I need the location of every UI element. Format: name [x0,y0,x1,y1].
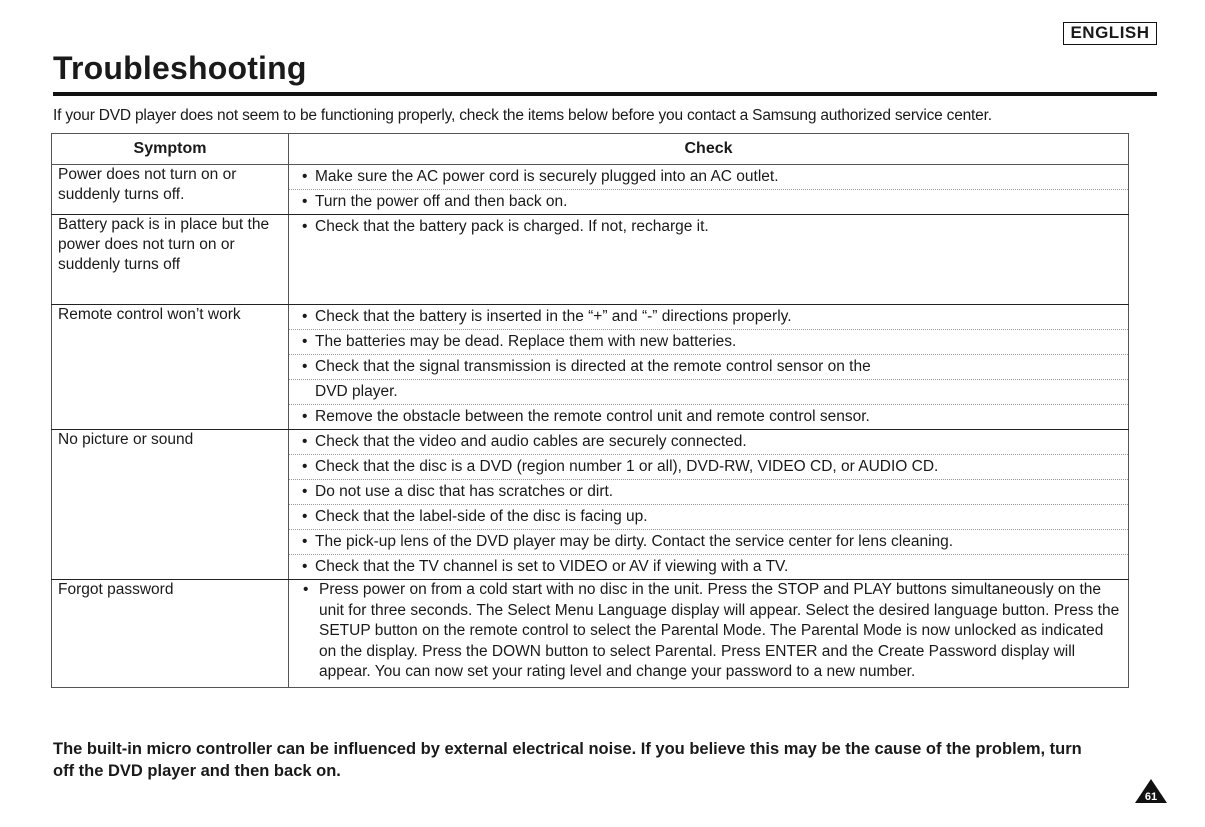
check-text: Remove the obstacle between the remote control unit and remote control sensor. [315,408,870,425]
check-item [289,190,1128,214]
bullet-icon: • [302,433,308,450]
check-cell [289,215,1129,305]
bullet-icon: • [302,508,308,525]
check-item [289,455,1128,480]
bullet-icon: • [303,581,309,598]
check-text: Check that the label-side of the disc is facing up. [315,508,648,525]
bullet-icon: • [302,558,308,575]
symptom-cell: Remote control won’t work [52,305,289,430]
check-cell [289,430,1129,580]
check-item [289,405,1128,429]
language-badge: ENGLISH [1063,22,1157,45]
check-list [289,430,1128,579]
check-item [289,165,1128,190]
check-item [289,355,1128,380]
table-header-row [52,134,1129,165]
symptom-cell: Forgot password [52,580,289,688]
bullet-icon: • [302,533,308,550]
troubleshooting-table [51,133,1129,688]
check-item [289,555,1128,579]
symptom-column-header: Symptom [52,134,289,165]
check-text: The pick-up lens of the DVD player may be dirty. Contact the service center for lens cleaning. [315,533,954,550]
title-divider [53,92,1157,96]
bullet-icon: • [302,218,308,235]
footer-note: The built-in micro controller can be influenced by external electrical noise. If you believe this may be the cause of the problem, turn off the DVD player and then back on. [53,740,1082,780]
bullet-icon: • [302,333,308,350]
check-item [289,430,1128,455]
bullet-icon: • [302,358,308,375]
check-item [289,505,1128,530]
check-text: The batteries may be dead. Replace them with new batteries. [315,333,737,350]
check-text: Check that the battery pack is charged. If not, recharge it. [315,218,709,235]
bullet-icon: • [302,408,308,425]
table-row [52,430,1129,580]
check-item-continuation [289,380,1128,405]
check-text: Do not use a disc that has scratches or dirt. [315,483,614,500]
check-text: DVD player. [315,383,398,400]
check-list [289,305,1128,429]
symptom-cell: Power does not turn on or suddenly turns off. [52,165,289,215]
check-list [289,215,1128,239]
bullet-icon: • [302,458,308,475]
check-item [289,215,1128,239]
check-column-header: Check [289,134,1129,165]
bullet-icon: • [302,483,308,500]
symptom-cell: No picture or sound [52,430,289,580]
check-cell [289,580,1129,688]
check-cell [289,305,1129,430]
page-title: Troubleshooting [53,50,307,86]
check-text: Check that the signal transmission is directed at the remote control sensor on the [315,358,871,375]
symptom-cell: Battery pack is in place but the power does not turn on or suddenly turns off [52,215,289,305]
check-text: Turn the power off and then back on. [315,193,568,210]
table-row [52,305,1129,430]
check-cell [289,165,1129,215]
check-item [289,580,1128,687]
bullet-icon: • [302,168,308,185]
check-list [289,165,1128,214]
check-item [289,530,1128,555]
check-item [289,305,1128,330]
check-text: Check that the disc is a DVD (region number 1 or all), DVD-RW, VIDEO CD, or AUDIO CD. [315,458,939,475]
check-text: Press power on from a cold start with no disc in the unit. Press the STOP and PLAY buttons simultaneously on the unit for three seconds. The Select Menu Language display will appear. Select the desired language button. Press the SETUP button on the remote control to select the Parental Mode. The Parental Mode is now unlocked as indicated on the display. Press the DOWN button to select Parental. Press ENTER and the Create Password display will appear. You can now set your rating level and change your password to a new number. [319,581,1120,680]
intro-text: If your DVD player does not seem to be functioning properly, check the items below before you contact a Samsung authorized service center. [53,107,992,124]
page-number: 61 [1144,791,1158,803]
table-row [52,215,1129,305]
check-item [289,330,1128,355]
check-text: Check that the video and audio cables are securely connected. [315,433,747,450]
check-item [289,480,1128,505]
page-number-triangle-icon [1134,778,1168,804]
check-text: Check that the TV channel is set to VIDEO or AV if viewing with a TV. [315,558,789,575]
bullet-icon: • [302,193,308,210]
check-text: Check that the battery is inserted in the “+” and “-” directions properly. [315,308,792,325]
table-row [52,165,1129,215]
check-text: Make sure the AC power cord is securely plugged into an AC outlet. [315,168,779,185]
table-row [52,580,1129,688]
bullet-icon: • [302,308,308,325]
